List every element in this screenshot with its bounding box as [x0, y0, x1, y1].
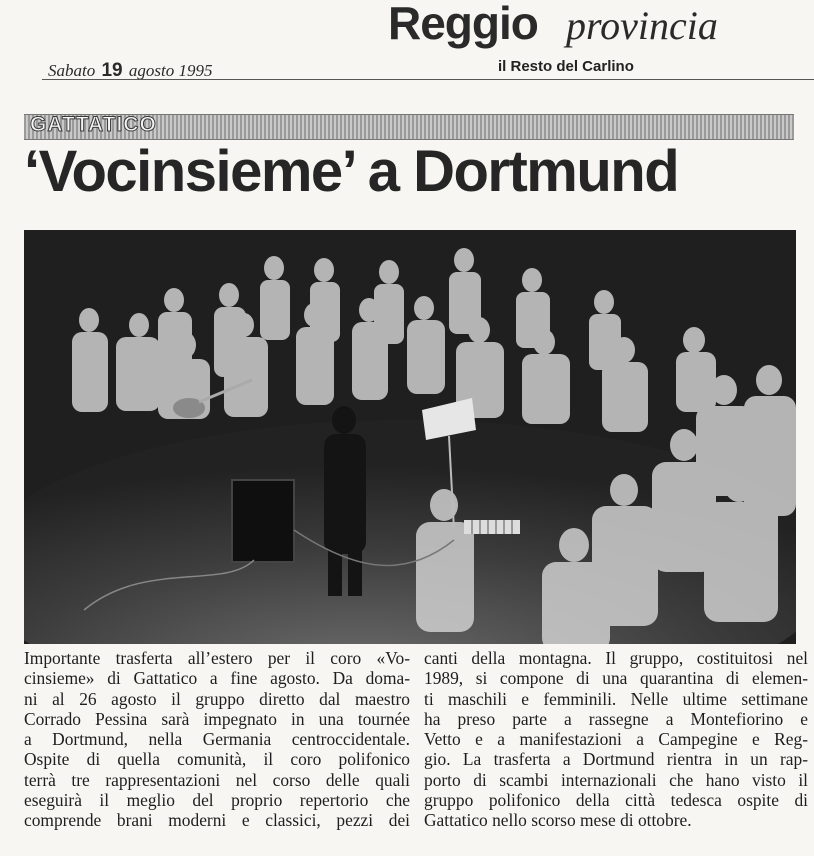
article-headline: ‘Vocinsieme’ a Dortmund — [24, 139, 679, 204]
choir-photo-illustration — [24, 230, 796, 644]
article-column-right — [424, 648, 808, 831]
text-line: 1989, si compone di una quarantina di elemen- — [424, 668, 808, 689]
text-line: cinsieme» di Gattatico a fine agosto. Da doma- — [24, 668, 410, 689]
text-line: Gattatico nello scorso mese di ottobre. — [424, 810, 692, 831]
section-subtitle: provincia — [566, 3, 718, 48]
article-column-left — [24, 648, 410, 831]
masthead — [0, 0, 814, 80]
text-line: comprende brani moderni e classici, pezzi dei — [24, 810, 410, 831]
text-line: porto di scambi internazionali che hano visto il — [424, 769, 808, 790]
section-title: Reggio — [388, 0, 538, 49]
text-line: ha preso parte a rassegne a Montefiorino e — [424, 708, 808, 729]
text-line: gruppo polifonico della città tedesca ospite di — [424, 790, 808, 811]
masthead-rule — [42, 79, 814, 80]
text-line: a Dortmund, nella Germania centroccidentale. — [24, 729, 410, 750]
text-line: terrà tre rappresentazioni nel corso delle quali — [24, 769, 410, 790]
date-day: 19 — [101, 60, 123, 81]
date-weekday: Sabato — [48, 61, 96, 80]
text-line: Corrado Pessina sarà impegnato in una tournée — [24, 708, 410, 729]
choir-photo — [24, 230, 796, 644]
text-line: gio. La trasferta a Dortmund rientra in un rap- — [424, 749, 808, 770]
text-line: eseguirà il meglio del proprio repertorio che — [24, 790, 410, 811]
date-month-year: agosto 1995 — [128, 61, 213, 80]
text-line: Ospite di quella comunità, il coro polifonico — [24, 749, 410, 770]
text-line: ni al 26 agosto il gruppo diretto dal maestro — [24, 688, 410, 709]
text-line: Importante trasferta all’estero per il coro «Vo- — [24, 648, 410, 668]
text-line: canti della montagna. Il gruppo, costituitosi nel — [424, 648, 808, 668]
article-body — [24, 648, 808, 848]
text-line: Vetto e a manifestazioni a Campegine e Reg- — [424, 729, 808, 750]
text-line: ti maschili e femminili. Nelle ultime settimane — [424, 688, 808, 709]
article-kicker: GATTATICO — [30, 113, 157, 136]
newspaper-name: il Resto del Carlino — [498, 58, 634, 75]
